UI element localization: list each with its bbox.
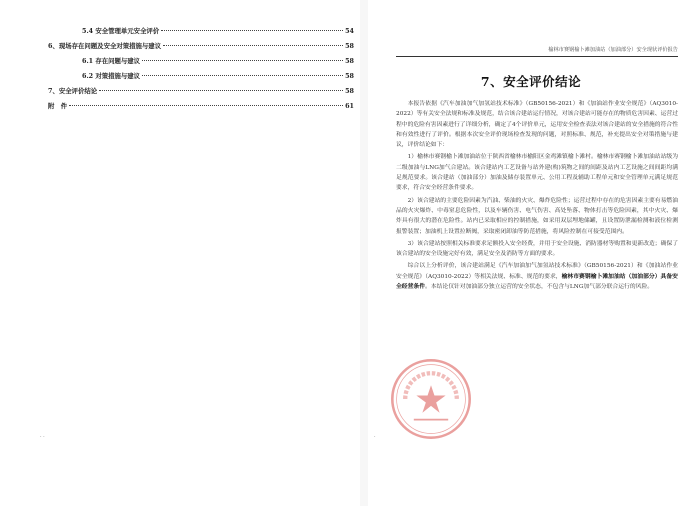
right-page bbox=[368, 0, 694, 506]
toc-entry-label: 6.1 存在问题与建议 bbox=[82, 57, 141, 65]
toc-entry-page: 58 bbox=[345, 42, 354, 50]
body-text bbox=[396, 99, 678, 294]
final-conclusion-bold: 榆林市赛钢榆卜滩加油站（加油部分）具备安全经营条件 bbox=[396, 273, 678, 291]
final-conclusion-text: 综合以上分析评价，该合建站满足《汽车加油加气加氢站技术标准》（GB50156-2021）和《加油站作业安全规范》（AQ3010-2022）等相关法规、标准、规范的要求， bbox=[396, 263, 678, 280]
toc-leader bbox=[163, 45, 343, 46]
toc-leader bbox=[142, 60, 343, 61]
toc-entry-page: 58 bbox=[345, 57, 354, 65]
page-corner-mark: · bbox=[374, 434, 376, 440]
final-conclusion-tail: 。本结论仅针对加油部分独立运营的安全状态，不包含与LNG加气部分联合运行的风险。 bbox=[425, 284, 654, 291]
toc-leader bbox=[69, 105, 343, 106]
toc-entry-page: 61 bbox=[345, 102, 354, 110]
toc-entry-page: 58 bbox=[345, 72, 354, 80]
toc-entry[interactable] bbox=[48, 41, 354, 56]
toc-entry[interactable] bbox=[48, 86, 354, 101]
running-header: 榆林市赛钢榆卜滩加油站（加油部分）安全现状评价报告 bbox=[548, 47, 678, 53]
page-gutter bbox=[360, 0, 368, 506]
toc-entry-page: 54 bbox=[345, 27, 354, 35]
toc-entry[interactable] bbox=[48, 101, 354, 116]
toc-entry-label: 7、安全评价结论 bbox=[48, 87, 98, 95]
table-of-contents bbox=[48, 26, 354, 116]
conclusion-item: 3）该合建站按照相关标准要求足额投入安全经费，并用于安全设施、消防器材等购置和更新改造；确保了该合建站的安全设施完好有效，满足安全及消防等方面的要求。 bbox=[396, 240, 678, 258]
toc-leader bbox=[161, 30, 343, 31]
toc-entry-label: 6、现场存在问题及安全对策措施与建议 bbox=[48, 42, 162, 50]
page-corner-mark: · · bbox=[40, 434, 45, 440]
toc-entry-label: 附 件 bbox=[48, 102, 68, 110]
toc-entry-page: 58 bbox=[345, 87, 354, 95]
toc-entry[interactable] bbox=[48, 56, 354, 71]
conclusion-item: 2）该合建站的主要危险因素为汽油、柴油的火灾、爆炸危险性；运营过程中存在的危害因素主要有易燃油品的火灾爆炸、中毒窒息危险性，以及车辆伤害、电气伤害、高处坠落、物体打击等危险因素，其中火灾、爆炸具有很大的潜在危险性。站内已采取相应的控制措施，如采用双层埋地储罐，且设置防泄漏检测和液位检测报警装置；加油机上设置拉断阀，采取密闭卸油等防范措施，将风险控制在可接受范围内。 bbox=[396, 197, 678, 235]
header-rule bbox=[396, 56, 678, 57]
toc-entry-label: 5.4 安全管理单元安全评价 bbox=[82, 27, 160, 35]
conclusion-item: 1）榆林市赛钢榆卜滩加油站位于陕西省榆林市榆阳区金鸡滩镇榆卜滩村。榆林市赛钢榆卜滩加油站站级为二级加油与LNG加气合建站。该合建站内工艺设备与站外建(构)筑物之间的间距及站内工艺设施之间间距均满足规范要求。该合建站（加油部分）加油及储存装置单元、公用工程及辅助工程单元和安全管理单元满足规范要求，符合安全经营条件要求。 bbox=[396, 154, 678, 192]
intro-paragraph: 本报告依据《汽车加油加气加氢站技术标准》（GB50156-2021）和《加油站作业安全规范》（AQ3010-2022）等有关安全法规和标准及规范，结合该合建站运行情况，对该合建站可能存在的物质危害因素、运营过程中的危险有害因素进行了详细分析，确定了4个评价单元，运用安全检查表法对该合建站的安全措施的符合性和有效性进行了评价。根据本次安全评价现场检查发现的问题，对照标准、规范，补充提出安全对策措施与建议，评价结论如下： bbox=[396, 101, 678, 149]
final-conclusion bbox=[396, 261, 678, 292]
chapter-title: 7、安全评价结论 bbox=[480, 74, 582, 89]
toc-entry[interactable] bbox=[48, 71, 354, 86]
toc-leader bbox=[142, 75, 343, 76]
toc-entry-label: 6.2 对策措施与建议 bbox=[82, 72, 141, 80]
toc-entry[interactable] bbox=[48, 26, 354, 41]
toc-leader bbox=[99, 90, 343, 91]
